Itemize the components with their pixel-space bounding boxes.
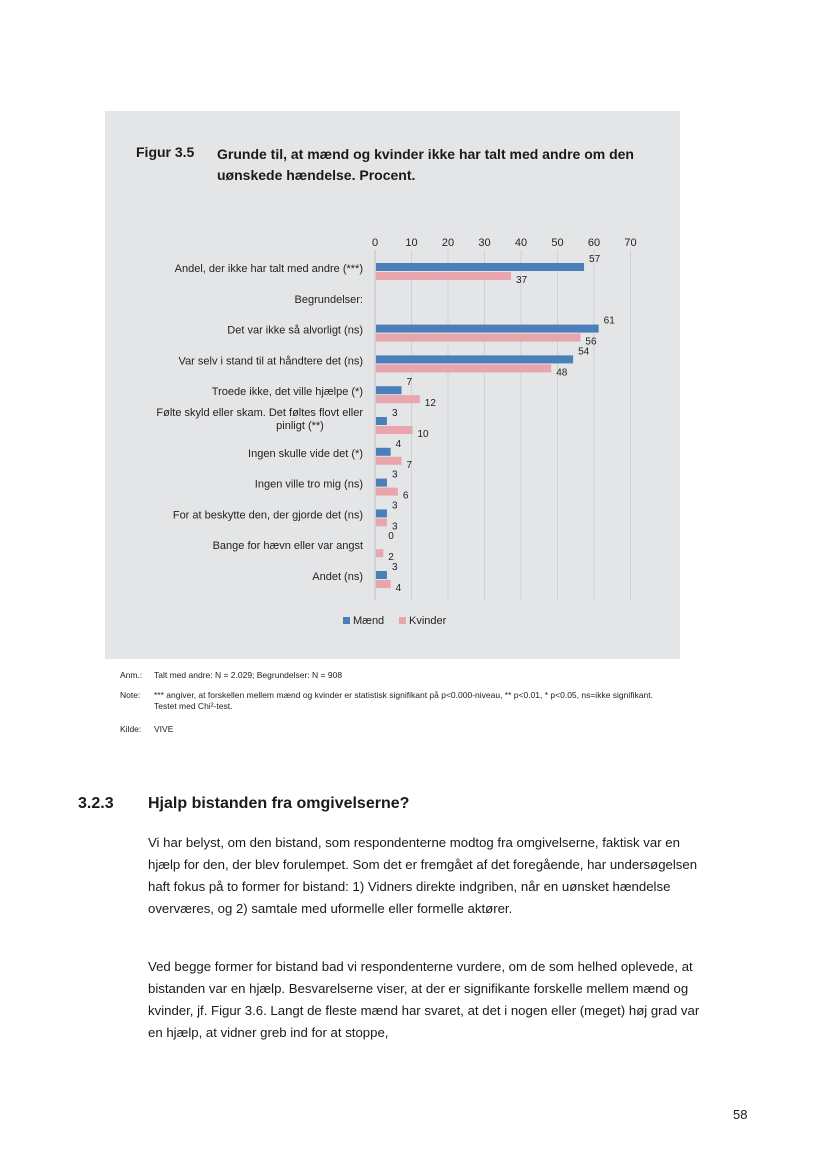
- bar-kvinder: [376, 580, 391, 588]
- category-label: pinligt (**): [276, 420, 324, 432]
- bar-maend: [376, 448, 391, 456]
- section-title: Hjalp bistanden fra omgivelserne?: [148, 795, 410, 812]
- category-label: Begrundelser:: [294, 293, 363, 306]
- data-label: 4: [395, 583, 402, 594]
- data-label: 0: [388, 531, 394, 543]
- figure-label: Figur 3.5: [136, 144, 195, 160]
- page-number: 58: [733, 1107, 748, 1122]
- legend-swatch: [343, 617, 350, 624]
- paragraph: Vi har belyst, om den bistand, som respondenterne modtog fra omgivelserne, faktisk var en hjælp for den, der blev forulempet. Som det er fremgået af det foregående, har undersøgelsen haft fokus på to former for bistand: 1) Vidners direkte indgriben, når en uønsket hændelse overværes, og 2) samtale med uformelle eller formelle aktører.: [148, 835, 698, 916]
- bar-kvinder: [376, 395, 420, 403]
- x-tick-label: 20: [441, 237, 455, 249]
- bar-maend: [376, 263, 584, 271]
- category-label: Var selv i stand til at håndtere det (ns): [178, 355, 363, 368]
- data-label: 3: [391, 408, 398, 419]
- x-tick-label: 40: [514, 237, 528, 249]
- x-tick-label: 10: [405, 237, 418, 249]
- x-tick-label: 30: [478, 237, 491, 249]
- bar-kvinder: [376, 426, 413, 434]
- data-label: 4: [395, 438, 402, 450]
- bar-kvinder: [376, 518, 387, 526]
- x-tick-label: 70: [624, 237, 637, 249]
- note-key: Anm.:: [120, 670, 143, 680]
- data-label: 3: [391, 500, 398, 512]
- data-label: 7: [406, 459, 413, 471]
- data-label: 3: [391, 562, 398, 573]
- bar-maend: [376, 417, 387, 425]
- figure-title: Grunde til, at mænd og kvinder ikke har talt med andre om den uønskede hændelse. Procent.: [217, 146, 634, 183]
- category-label: Troede ikke, det ville hjælpe (*): [211, 386, 363, 399]
- bar-maend: [376, 325, 599, 333]
- category-label: Ingen ville tro mig (ns): [254, 478, 363, 491]
- data-label: 37: [516, 275, 528, 286]
- bar-maend: [376, 355, 573, 363]
- x-tick-label: 0: [371, 237, 379, 249]
- note-text: *** angiver, at forskellen mellem mænd og kvinder er statistisk signifikant på p<0.000-niveau, ** p<0.01, * p<0.05, ns=ikke signifikant. Testet med Chi²-test.: [154, 690, 653, 711]
- bar-chart: [105, 220, 665, 640]
- data-label: 56: [585, 336, 597, 348]
- data-label: 3: [391, 469, 398, 481]
- x-tick-label: 50: [551, 237, 564, 249]
- bar-kvinder: [376, 364, 551, 372]
- bar-maend: [376, 571, 387, 579]
- data-label: 57: [589, 254, 601, 265]
- bar-maend: [376, 479, 387, 487]
- legend-label: Mænd: [353, 615, 385, 627]
- legend-swatch: [399, 617, 406, 624]
- data-label: 7: [406, 377, 413, 389]
- category-label: Ingen skulle vide det (*): [248, 447, 363, 460]
- category-label: Andel, der ikke har talt med andre (***): [174, 263, 363, 275]
- x-tick-label: 60: [587, 237, 601, 249]
- note-key: Note:: [120, 690, 141, 700]
- legend-label: Kvinder: [409, 615, 447, 627]
- bar-kvinder: [376, 488, 398, 496]
- paragraph: Ved begge former for bistand bad vi respondenterne vurdere, om de som helhed oplevede, at bistanden var en hjælp. Besvarelserne viser, at der er signifikante forskelle mellem mænd og kvinder, jf. Figur 3.6. Langt de fleste mænd har svaret, at det i nogen eller (meget) høj grad var en hjælp, at vidner greb ind for at stoppe,: [148, 959, 700, 1040]
- category-label: Det var ikke så alvorligt (ns): [227, 324, 363, 337]
- category-label: Bange for hævn eller var angst: [212, 540, 363, 553]
- section-number: 3.2.3: [78, 795, 114, 812]
- bar-kvinder: [376, 549, 383, 557]
- data-label: 61: [603, 315, 615, 327]
- bar-kvinder: [376, 272, 511, 280]
- data-label: 2: [388, 552, 394, 564]
- data-label: 3: [391, 521, 398, 533]
- note-text: Talt med andre: N = 2.029; Begrundelser: N = 908: [154, 670, 343, 680]
- category-label: For at beskytte den, der gjorde det (ns): [172, 509, 363, 522]
- category-label: Følte skyld eller skam. Det føltes flovt eller: [156, 407, 363, 419]
- data-label: 12: [424, 398, 436, 410]
- note-text: VIVE: [154, 724, 174, 734]
- bar-kvinder: [376, 457, 402, 465]
- bar-maend: [376, 386, 402, 394]
- bar-maend: [376, 509, 387, 517]
- data-label: 6: [402, 490, 409, 502]
- bar-kvinder: [376, 334, 580, 342]
- data-label: 10: [417, 429, 429, 440]
- data-label: 48: [556, 367, 568, 379]
- category-label: Andet (ns): [312, 571, 363, 583]
- data-label: 54: [578, 346, 590, 358]
- note-key: Kilde:: [120, 724, 142, 734]
